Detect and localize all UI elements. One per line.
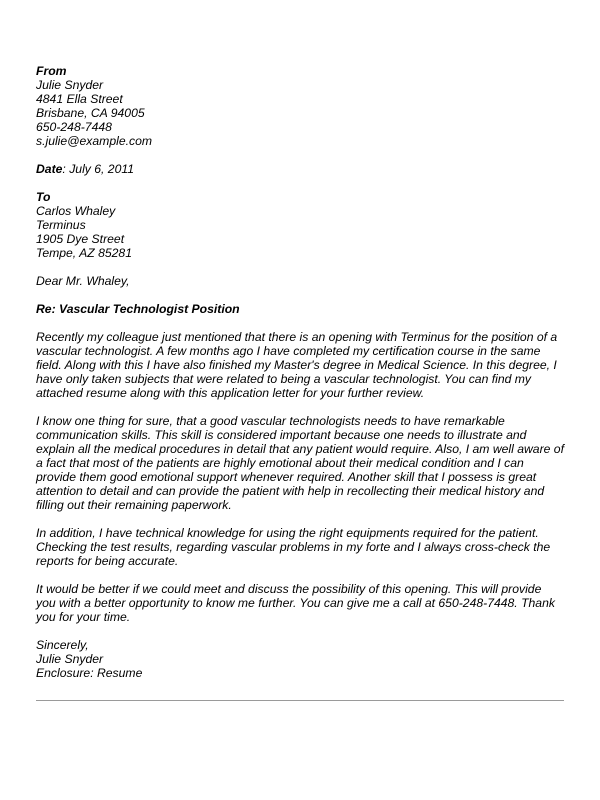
- sender-city: Brisbane, CA 94005: [36, 106, 145, 120]
- sender-phone: 650-248-7448: [36, 120, 112, 134]
- body-paragraph-1: Recently my colleague just mentioned that there is an opening with Terminus for the position of a vascular technologist. A few months ago I have completed my certification course in the same field. Along with this I have also finished my Master's degree in Medical Science. In this degree, I have only taken subjects that were related to being a vascular technologist. You can find my attached resume along with this application letter for your further review.: [36, 330, 558, 400]
- body-paragraph-3: In addition, I have technical knowledge for using the right equipments required for the patient. Checking the test results, regarding vascular problems in my forte and I always cross-check the reports for being accurate.: [36, 526, 551, 568]
- enclosure-note: Enclosure: Resume: [36, 666, 143, 680]
- sender-email: s.julie@example.com: [36, 134, 153, 148]
- recipient-city: Tempe, AZ 85281: [36, 246, 132, 260]
- signature-name: Julie Snyder: [36, 652, 104, 666]
- body-paragraph-2: I know one thing for sure, that a good vascular technologists needs to have remarkable communication skills. This skill is considered important because one needs to illustrate and explain all the medical procedures in detail that any patient would require. Also, I am well aware of a fact that most of the patients are highly emotional about their medical condition and I can provide them good emotional support whenever required. Another skill that I possess is great attention to detail and can provide the patient with help in recollecting their medical history and filling out their remaining paperwork.: [36, 414, 564, 512]
- recipient-street: 1905 Dye Street: [36, 232, 125, 246]
- to-heading: To: [36, 190, 51, 204]
- sender-name: Julie Snyder: [36, 78, 104, 92]
- recipient-block: [36, 190, 570, 260]
- subject-line: Re: Vascular Technologist Position: [36, 302, 240, 316]
- from-heading: From: [36, 64, 67, 78]
- recipient-name: Carlos Whaley: [36, 204, 116, 218]
- valediction: Sincerely,: [36, 638, 89, 652]
- footer-divider: [36, 700, 564, 701]
- sender-block: [36, 64, 570, 148]
- sender-street: 4841 Ella Street: [36, 92, 123, 106]
- recipient-company: Terminus: [36, 218, 86, 232]
- date-value: : July 6, 2011: [62, 162, 135, 176]
- date-label: Date: [36, 162, 63, 176]
- date-line: [36, 162, 570, 176]
- closing-block: [36, 638, 570, 680]
- body-paragraph-4: It would be better if we could meet and discuss the possibility of this opening. This will provide you with a better opportunity to know me further. You can give me a call at 650-248-7448. Thank you for your time.: [36, 582, 555, 624]
- salutation: Dear Mr. Whaley,: [36, 274, 130, 288]
